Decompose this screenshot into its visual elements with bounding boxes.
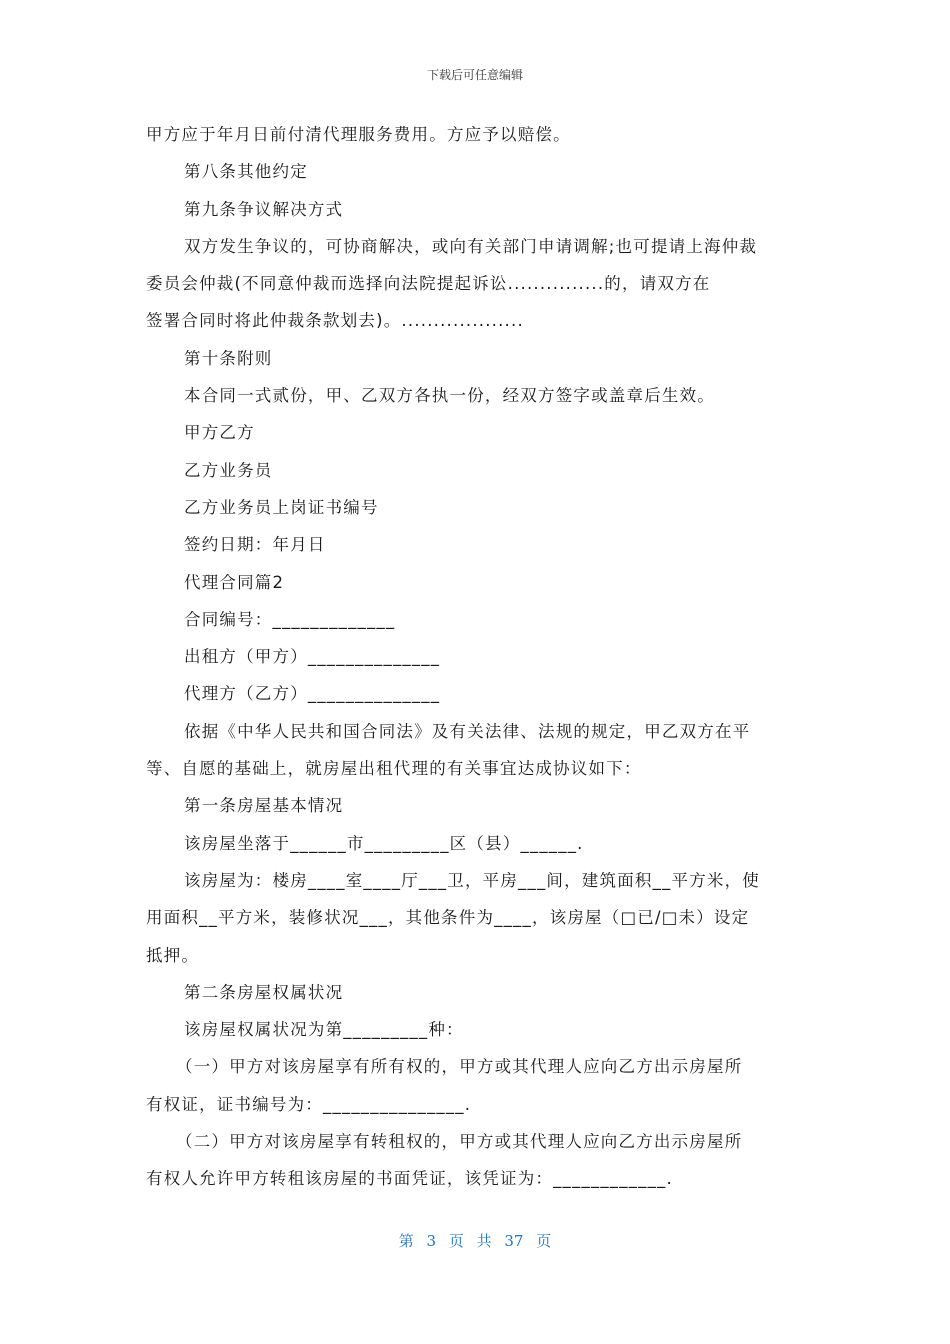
text-line: 委员会仲裁(不同意仲裁而选择向法院提起诉讼...............的，请双方在 bbox=[146, 274, 711, 294]
page-header: 下载后可任意编辑 bbox=[426, 68, 523, 82]
text-line: 该房屋为：楼房____室____厅___卫，平房___间，建筑面积__平方米，使 bbox=[184, 870, 760, 890]
text-line: 第一条房屋基本情况 bbox=[184, 796, 344, 816]
text-line: 签署合同时将此仲裁条款划去)。................... bbox=[146, 311, 524, 331]
text-line: 代理合同篇2 bbox=[184, 572, 285, 592]
text-line: 该房屋权属状况为第_________种： bbox=[184, 1020, 464, 1040]
text-line: 抵押。 bbox=[146, 945, 200, 965]
text-line: 乙方业务员上岗证书编号 bbox=[184, 497, 379, 517]
text-line: （二）甲方对该房屋享有转租权的，甲方或其代理人应向乙方出示房屋所 bbox=[176, 1132, 743, 1152]
text-line: 第二条房屋权属状况 bbox=[184, 982, 344, 1002]
text-line: 用面积__平方米，装修状况___，其他条件为____，该房屋（□已/□未）设定 bbox=[146, 908, 750, 928]
text-line: 双方发生争议的，可协商解决，或向有关部门申请调解;也可提请上海仲裁 bbox=[184, 236, 758, 256]
text-line: 代理方（乙方）______________ bbox=[184, 684, 441, 704]
text-line: 有权证，证书编号为：_______________. bbox=[146, 1094, 472, 1114]
text-line: 甲方乙方 bbox=[184, 423, 255, 443]
text-line: 该房屋坐落于______市_________区（县）______. bbox=[184, 833, 584, 853]
text-line: 依据《中华人民共和国合同法》及有关法律、法规的规定，甲乙双方在平 bbox=[184, 721, 751, 741]
text-line: 签约日期：年月日 bbox=[184, 535, 326, 555]
text-line: 有权人允许甲方转租该房屋的书面凭证，该凭证为：____________. bbox=[146, 1169, 673, 1189]
document-body bbox=[146, 116, 800, 1198]
text-line: 出租方（甲方）______________ bbox=[184, 647, 441, 667]
page-number-footer: 第 3 页 共 37 页 bbox=[398, 1232, 552, 1250]
text-line: 第十条附则 bbox=[184, 348, 273, 368]
text-line: 等、自愿的基础上，就房屋出租代理的有关事宜达成协议如下： bbox=[146, 759, 642, 779]
text-line: 本合同一式贰份，甲、乙双方各执一份，经双方签字或盖章后生效。 bbox=[184, 386, 715, 406]
text-line: 甲方应于年月日前付清代理服务费用。方应予以赔偿。 bbox=[146, 125, 571, 144]
text-line: 乙方业务员 bbox=[184, 460, 273, 480]
text-line: 第八条其他约定 bbox=[184, 162, 308, 182]
text-line: （一）甲方对该房屋享有所有权的，甲方或其代理人应向乙方出示房屋所 bbox=[176, 1057, 743, 1077]
text-line: 合同编号：_____________ bbox=[184, 609, 396, 629]
text-line: 第九条争议解决方式 bbox=[184, 199, 344, 219]
